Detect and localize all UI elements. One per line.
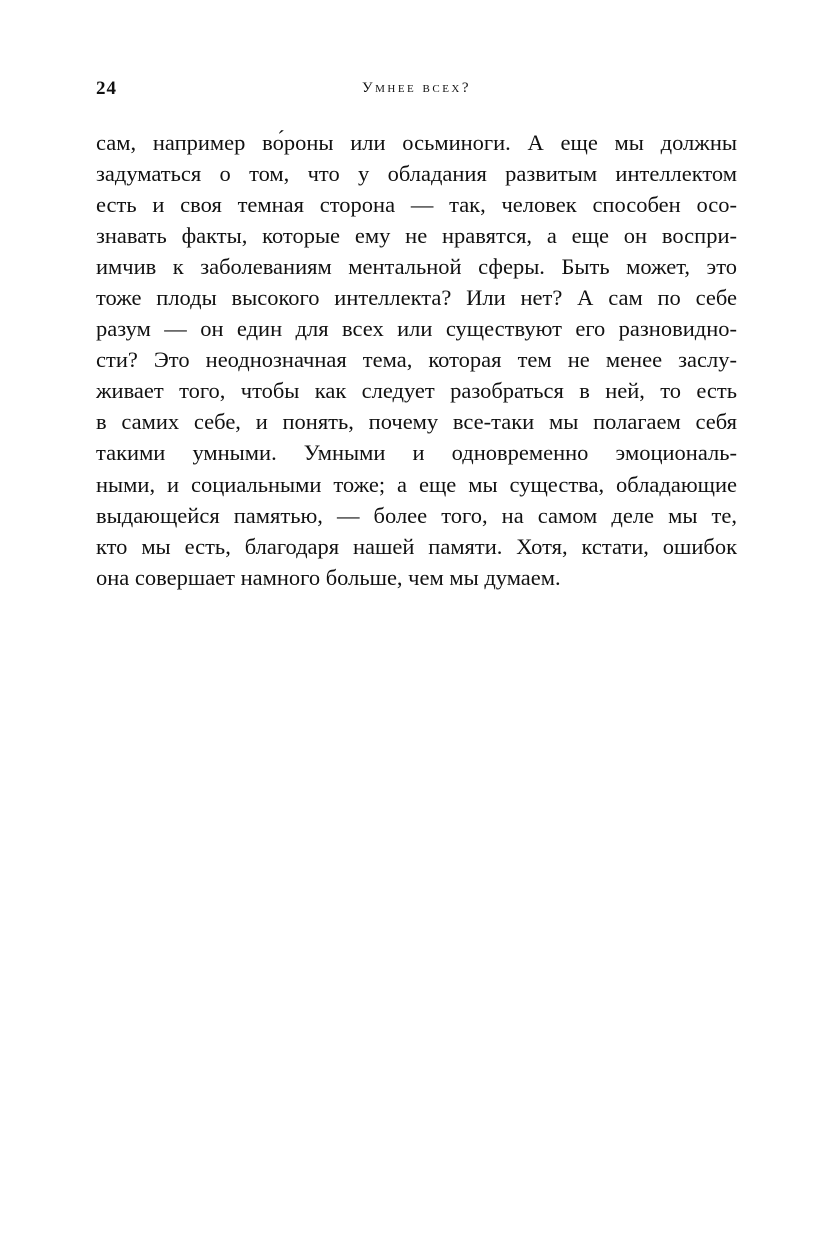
page-number: 24 <box>96 78 117 99</box>
text-line: сам, например во́роны или осьминоги. А еще мы должны <box>96 130 737 155</box>
text-line: она совершает намного больше, чем мы думаем. <box>96 564 561 590</box>
page-header <box>96 78 737 104</box>
text-line: сти? Это неоднозначная тема, которая тем не менее заслу- <box>96 347 737 373</box>
text-line: знавать факты, которые ему не нравятся, а еще он воспри- <box>96 223 737 249</box>
text-line: имчив к заболеваниям ментальной сферы. Быть может, это <box>96 254 737 280</box>
text-line: тоже плоды высокого интеллекта? Или нет? А сам по себе <box>96 285 737 311</box>
text-line: живает того, чтобы как следует разобраться в ней, то есть <box>96 378 737 404</box>
running-title: Умнее всех? <box>361 80 472 96</box>
text-line: выдающейся памятью, — более того, на самом деле мы те, <box>96 502 737 528</box>
text-line: есть и своя темная сторона — так, человек способен осо- <box>96 192 737 218</box>
text-line: в самих себе, и понять, почему все-таки мы полагаем себя <box>96 409 737 435</box>
text-line: ными, и социальными тоже; а еще мы существа, обладающие <box>96 471 737 497</box>
text-line: разум — он един для всех или существуют его разновидно- <box>96 316 737 342</box>
text-line: кто мы есть, благодаря нашей памяти. Хотя, кстати, ошибок <box>96 533 737 559</box>
body-text <box>96 127 737 593</box>
text-line: задуматься о том, что у обладания развитым интеллектом <box>96 161 737 187</box>
text-line: такими умными. Умными и одновременно эмоциональ- <box>96 440 737 466</box>
